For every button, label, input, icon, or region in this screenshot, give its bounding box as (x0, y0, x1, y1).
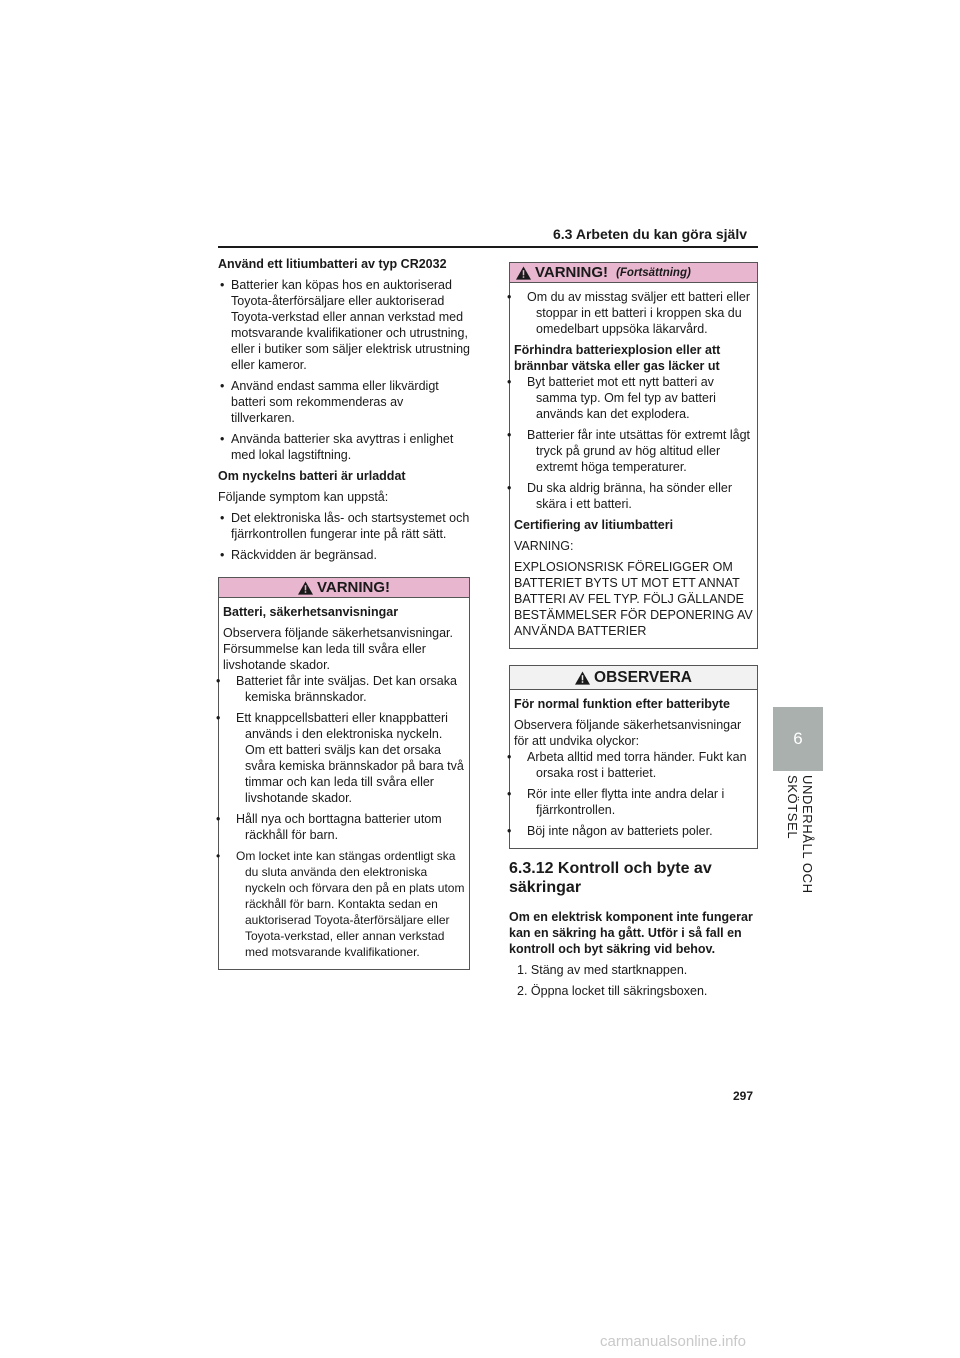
list-item: • Böj inte någon av batteriets poler. (514, 823, 753, 839)
warning-continued-header (510, 263, 757, 283)
list-item: • Rör inte eller flytta inte andra delar i fjärrkontrollen. (514, 786, 753, 818)
explosion-bullets (514, 374, 753, 512)
list-item: • Använd endast samma eller likvärdigt batteri som rekommenderas av tillverkaren. (218, 378, 470, 426)
observera-body (510, 690, 757, 848)
list-item: • Håll nya och borttagna batterier utom räckhåll för barn. (223, 811, 465, 843)
warning-icon (298, 581, 313, 595)
header-rule (218, 246, 758, 248)
list-item: • Använda batterier ska avyttras i enlighet med lokal lagstiftning. (218, 431, 470, 463)
list-item: • Batteriet får inte sväljas. Det kan orsaka kemiska brännskador. (223, 673, 465, 705)
observera-intro: Observera följande säkerhetsanvisningar för att undvika olyckor: (514, 718, 742, 748)
battery-bullets (218, 277, 470, 463)
fuses-steps (509, 962, 758, 999)
warning-continued-box (509, 262, 758, 649)
caution-icon (575, 671, 590, 685)
list-item: • Byt batteriet mot ett nytt batteri av samma typ. Om fel typ av batteri används kan det explodera. (514, 374, 753, 422)
step-item: 2. Öppna locket till säkringsboxen. (517, 984, 708, 998)
explosion-heading: Förhindra batteriexplosion eller att brännbar vätska eller gas läcker ut (514, 343, 721, 373)
symptoms-intro: Följande symptom kan uppstå: (218, 490, 389, 504)
list-item: • Ett knappcellsbatteri eller knappbatteri används i den elektroniska nyckeln. Om ett batteri sväljs kan det orsaka svåra kemiska brännskador på bara två timmar och kan leda till svåra eller livshotande skador. (223, 710, 465, 806)
list-item: • Batterier kan köpas hos en auktoriserad Toyota-återförsäljare eller auktoriserad Toyota-verkstad eller annan verkstad med motsvarande kvalifikationer och utrustning, eller i butiker som säljer elektrisk utrustning eller kameror. (218, 277, 470, 373)
page-number: 297 (733, 1089, 754, 1103)
warning-box (218, 577, 470, 970)
list-item: • Arbeta alltid med torra händer. Fukt kan orsaka rost i batteriet. (514, 749, 753, 781)
observera-bullets (514, 749, 753, 839)
left-column (218, 256, 470, 980)
observera-title: OBSERVERA (594, 668, 692, 686)
list-item: • Räckvidden är begränsad. (218, 547, 470, 563)
fuses-section-title: 6.3.12 Kontroll och byte av säkringar (509, 860, 712, 896)
certification-text: EXPLOSIONSRISK FÖRELIGGER OM BATTERIET BYTS UT MOT ETT ANNAT BATTERI AV FEL TYP. FÖLJ GÄLLANDE BESTÄMMELSER FÖR DEPONERING AV ANVÄNDA BATTERIER (514, 560, 753, 638)
warning-continued-subtitle: (Fortsättning) (616, 266, 691, 279)
step-item: 1. Stäng av med startknappen. (517, 963, 688, 977)
list-item: • Du ska aldrig bränna, ha sönder eller skära i ett batteri. (514, 480, 753, 512)
symptom-bullets (218, 510, 470, 563)
heading-battery-type: Använd ett litiumbatteri av typ CR2032 (218, 257, 447, 271)
warning-icon (516, 266, 531, 280)
warning-body (219, 598, 469, 969)
list-item: • Det elektroniska lås- och startsystemet och fjärrkontrollen fungerar inte på rätt sätt. (218, 510, 470, 542)
observera-box (509, 665, 758, 849)
section-header: 6.3 Arbeten du kan göra själv (553, 226, 747, 242)
warning-bullets (223, 673, 465, 960)
warning-title: VARNING! (316, 578, 391, 596)
warning-continued-title: VARNING! (535, 263, 609, 281)
warning-header (219, 578, 469, 598)
warning-continued-body (510, 283, 757, 648)
fuses-intro: Om en elektrisk komponent inte fungerar kan en säkring ha gått. Utför i så fall en kontroll och byt säkring vid behov. (509, 910, 753, 956)
list-item: • Om locket inte kan stängas ordentligt ska du sluta använda den elektroniska nyckeln och förvara den på en plats utom räckhåll för barn. Kontakta sedan en auktoriserad Toyota-återförsäljare eller Toyota-verkstad, eller annan verkstad med motsvarande kvalifikationer. (223, 848, 465, 960)
observera-header (510, 666, 757, 690)
watermark: carmanualsonline.info (600, 1333, 746, 1350)
heading-battery-empty: Om nyckelns batteri är urladdat (218, 469, 406, 483)
list-item: • Om du av misstag sväljer ett batteri eller stoppar in ett batteri i kroppen ska du omedelbart uppsöka läkarvård. (514, 289, 753, 337)
list-item: • Batterier får inte utsättas för extremt lågt tryck på grund av hög altitud eller extremt höga temperaturer. (514, 427, 753, 475)
certification-heading: Certifiering av litiumbatteri (514, 518, 674, 532)
certification-warning-label: VARNING: (514, 539, 574, 553)
observera-subheading: För normal funktion efter batteribyte (514, 697, 730, 711)
chapter-label-text: UNDERHÅLL OCH SKÖTSEL (785, 775, 815, 894)
right-column (509, 262, 758, 1004)
warning-subheading: Batteri, säkerhetsanvisningar (223, 605, 399, 619)
swallow-bullets (514, 289, 753, 337)
chapter-tab: 6 (773, 707, 823, 771)
warning-intro: Observera följande säkerhetsanvisningar. Försummelse kan leda till svåra eller livshotande skador. (223, 626, 453, 672)
chapter-label (780, 775, 820, 955)
